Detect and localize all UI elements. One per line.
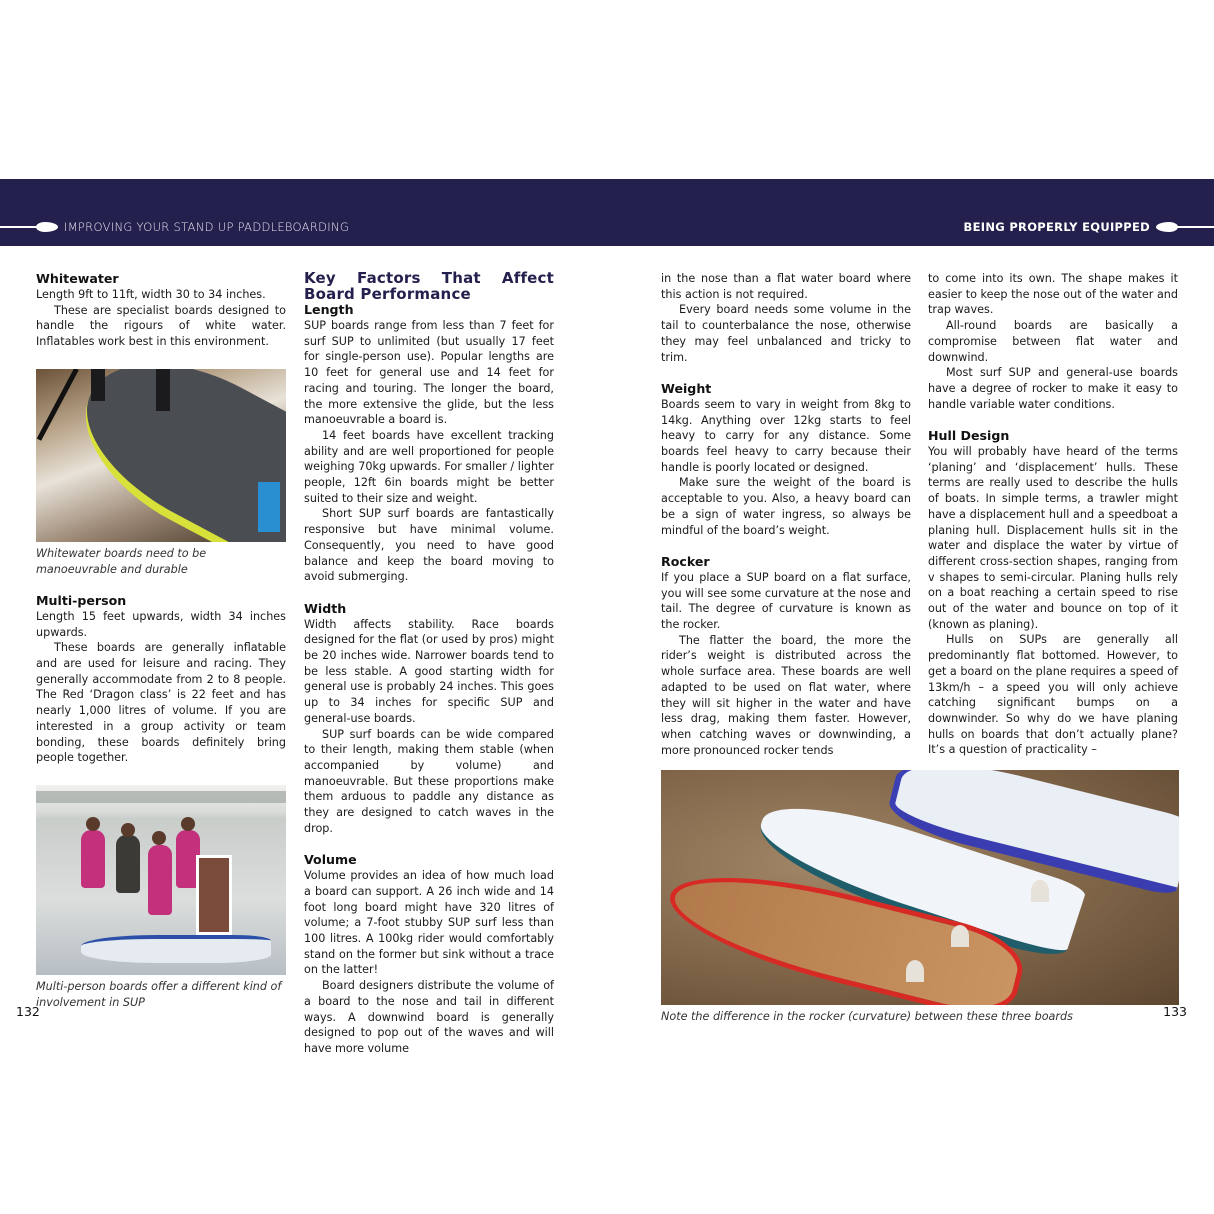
length-paragraph: Short SUP surf boards are fantastically responsive but have minimal volume. Consequently, you need to have good balance and keep the board moving to avoid submerging.: [304, 507, 554, 584]
heading-length: Length: [304, 302, 354, 317]
book-title: IMPROVING YOUR STAND UP PADDLEBOARDING: [64, 220, 350, 234]
running-head-left: [0, 220, 349, 234]
paddle-shaft: [37, 369, 79, 441]
length-paragraph: 14 feet boards have excellent tracking ability and are well proportioned for people weighing 70kg upwards. For smaller / lighter people, 12ft 6in boards might be better suited to their size and weight.: [304, 428, 554, 505]
rocker-photo: [661, 770, 1179, 1005]
heading-rocker: Rocker: [661, 553, 710, 569]
hull-paragraph: You will probably have heard of the terms ‘planing’ and ‘displacement’ hulls. These terms are really used to describe the hulls of boats. In simple terms, a trawler might have a displacement hull and a speedboat a planing hull. Displacement hulls sit in the water and displace the water by virtue of different cross-section shapes, ranging from v shapes to semi-circular. Planing hulls rely on a boat reaching a certain speed to rise out of the water and bounce on top of it (known as planing).: [928, 445, 1178, 631]
hull-paragraph: Hulls on SUPs are generally all predominantly flat bottomed. However, to get a board on the plane requires a speed of 13km/h – a speed you will only achieve catching significant bumps on a downwinder. So why do we have planing hulls on boards that don’t actually plane? It’s a question of practicality –: [928, 633, 1178, 757]
whitewater-body: These are specialist boards designed to handle the rigours of white water. Inflatables work best in this environment.: [36, 303, 286, 349]
volume-paragraph: Board designers distribute the volume of a board to the nose and tail in different ways. A downwind board is generally designed to pop out of the waves and will have more volume: [304, 979, 554, 1055]
weight-paragraph: Make sure the weight of the board is acceptable to you. Also, a heavy board can be a sign of water ingress, so always be mindful of the board’s weight.: [661, 476, 911, 537]
heading-multi-person: Multi-person: [36, 592, 127, 608]
chapter-title: BEING PROPERLY EQUIPPED: [963, 220, 1150, 234]
length-paragraph: SUP boards range from less than 7 feet for surf SUP to unlimited (but usually 17 feet for single-person use). Popular lengths are 10 feet for general use and 14 feet for racing and touring. The longer the board, the more extensive the glide, but the less manoeuvrable a board is.: [304, 319, 554, 427]
paddler-head: [121, 823, 135, 837]
multi-person-spec: Length 15 feet upwards, width 34 inches upwards.: [36, 609, 286, 639]
multi-person-photo: [36, 785, 286, 975]
heading-width: Width: [304, 600, 347, 616]
rider-leg: [91, 369, 105, 401]
multi-person-caption: Multi-person boards offer a different kind of involvement in SUP: [36, 979, 282, 1009]
width-paragraph: SUP surf boards can be wide compared to their length, making them stable (when accompanied by volume) and manoeuvrable. But these proportions make them arduous to paddle any distance as they are designed to catch waves in the drop.: [304, 727, 554, 835]
heading-hull-design: Hull Design: [928, 428, 1010, 444]
column-2: [304, 271, 554, 1057]
whitewater-spec: Length 9ft to 11ft, width 30 to 34 inches.: [36, 288, 266, 301]
paddle-icon: [1154, 221, 1214, 233]
rocker-paragraph: If you place a SUP board on a flat surface, you will see some curvature at the nose and tail. The degree of curvature is known as the rocker.: [661, 570, 911, 632]
heading-whitewater: Whitewater: [36, 271, 119, 286]
continued-paragraph: Every board needs some volume in the tail to counterbalance the nose, otherwise they may feel unbalanced and tricky to trim.: [661, 303, 911, 364]
running-head-right: [964, 220, 1214, 234]
column-1: [36, 271, 286, 1010]
heading-volume: Volume: [304, 852, 357, 868]
paddle-icon: [0, 221, 60, 233]
continued-paragraph: All-round boards are basically a compromise between flat water and downwind.: [928, 319, 1178, 364]
multi-person-body: These boards are generally inflatable and are used for leisure and racing. They generally accommodate from 2 to 8 people. The Red ‘Dragon class’ is 22 feet and has nearly 1,000 litres of volume. If you are interested in a group activity or team bonding, these boards definitely bring people together.: [36, 641, 286, 765]
paddler: [81, 830, 105, 888]
whitewater-photo: [36, 369, 286, 542]
continued-paragraph: to come into its own. The shape makes it easier to keep the nose out of the water and trap waves.: [928, 272, 1178, 317]
continued-paragraph: in the nose than a flat water board where this action is not required.: [661, 272, 911, 301]
weight-paragraph: Boards seem to vary in weight from 8kg to 14kg. Anything over 12kg starts to feel heavy to carry for any distance. Some boards feel heavy to carry because their handle is poorly located or designed.: [661, 397, 911, 474]
page-number-right: 133: [1163, 1004, 1187, 1019]
rider-leg: [156, 369, 170, 411]
fin: [951, 925, 969, 947]
fin: [906, 960, 924, 982]
rocker-caption: Note the difference in the rocker (curvature) between these three boards: [661, 1010, 1073, 1024]
volume-paragraph: Volume provides an idea of how much load a board can support. A 26 inch wide and 14 foot long board might have 320 litres of volume; a 7-foot stubby SUP surf less than 100 litres. A 100kg rider would comfortably stand on the former but sink without a trace on the latter!: [304, 869, 554, 977]
paddler-head: [181, 817, 195, 831]
width-paragraph: Width affects stability. Race boards designed for the flat (or used by pros) might be 20 inches wide. Narrower boards tend to be less stable. A good starting width for general use is probably 24 inches. This goes up to 34 inches for specific SUP and general-use boards.: [304, 617, 554, 725]
fin: [1031, 880, 1049, 902]
rocker-paragraph: The flatter the board, the more the rider’s weight is distributed across the whole surface area. These boards are well adapted to be used on flat water, where they will sit higher in the water and have less drag, making them faster. However, when catching waves or downwinding, a more pronounced rocker tends: [661, 633, 911, 757]
nrs-logo: [258, 482, 280, 532]
whitewater-caption: Whitewater boards need to be manoeuvrable and durable: [36, 546, 207, 576]
page-number-left: 132: [16, 1004, 40, 1019]
treeline: [36, 791, 286, 803]
tiki-figure: [196, 855, 232, 935]
section-title: Key Factors That Affect Board Performance: [304, 269, 554, 303]
column-4: [928, 271, 1178, 758]
continued-paragraph: Most surf SUP and general-use boards have a degree of rocker to make it easy to handle variable water conditions.: [928, 366, 1178, 411]
multi-person-board: [81, 935, 271, 963]
paddler: [148, 845, 172, 915]
heading-weight: Weight: [661, 380, 712, 396]
paddler-head: [152, 831, 166, 845]
paddler: [116, 835, 140, 893]
paddler-head: [86, 817, 100, 831]
header-banner: [0, 179, 1214, 246]
